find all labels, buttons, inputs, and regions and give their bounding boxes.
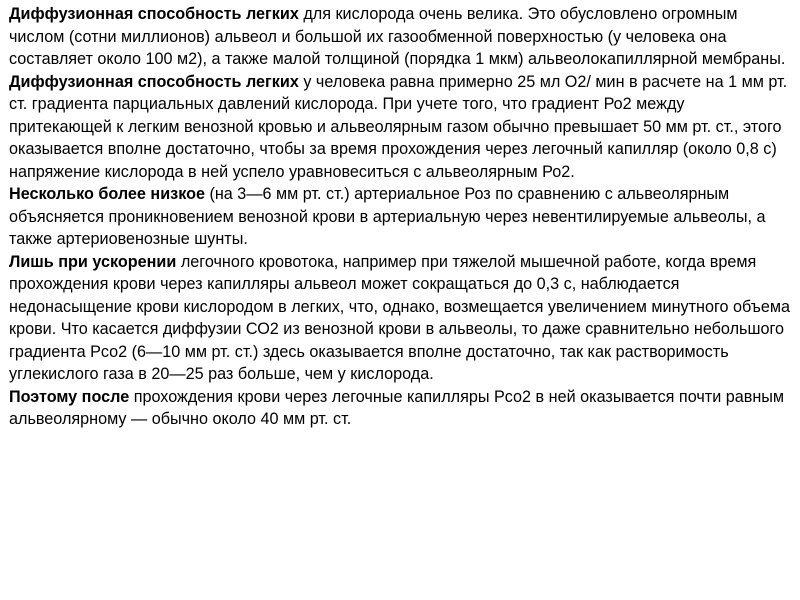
paragraph-3	[9, 183, 791, 251]
paragraph-text: (на 3—6 мм рт. ст.) артериальное Роз по сравнению с альвеолярным объясняется проникновением венозной крови в артериальную через невентилируемые альвеолы, а также артериовенозные шунты.	[9, 185, 766, 248]
paragraph-text: прохождения крови через легочные капилляры Рсо2 в ней оказывается почти равным альвеолярному — обычно около 40 мм рт. ст.	[9, 387, 785, 428]
paragraph-lead: Поэтому после	[9, 387, 130, 406]
paragraph-text: у человека равна примерно 25 мл О2/ мин в расчете на 1 мм рт. ст. градиента парциальных давлений кислорода. При учете того, что градиент Ро2 между притекающей к легким венозной кровью и альвеолярным газом обычно превышает 50 мм рт. ст., этого оказывается вполне достаточно, чтобы за время прохождения через легочный капилляр (около 0,8 с) напряжение кислорода в ней успело уравновеситься с альвеолярным Ро2.	[9, 72, 788, 181]
paragraph-lead: Диффузионная способность легких	[9, 5, 299, 23]
paragraph-lead: Диффузионная способность легких	[9, 72, 299, 91]
paragraph-4	[9, 251, 791, 386]
paragraph-text: легочного кровотока, например при тяжелой мышечной работе, когда время прохождения крови через капилляры альвеол может сокращаться до 0,3 с, наблюдается недонасыщение крови кислородом в легких, что, однако, возмещается увеличением минутного объема крови. Что касается диффузии СО2 из венозной крови в альвеолы, то даже сравнительно небольшого градиента Рсо2 (6—10 мм рт. ст.) здесь оказывается вполне достаточно, так как растворимость углекислого газа в 20—25 раз больше, чем у кислорода.	[9, 252, 791, 383]
paragraph-lead: Лишь при ускорении	[9, 252, 177, 271]
paragraph-1	[9, 3, 791, 71]
paragraph-text: для кислорода очень велика. Это обусловлено огромным числом (сотни миллионов) альвеол и большой их газообменной поверхностью (у человека она составляет около 100 м2), а также малой толщиной (порядка 1 мкм) альвеолокапиллярной мембраны.	[9, 5, 786, 68]
paragraph-5	[9, 386, 791, 431]
paragraph-lead: Несколько более низкое	[9, 185, 205, 203]
paragraph-2	[9, 71, 791, 184]
text-block	[9, 3, 791, 431]
